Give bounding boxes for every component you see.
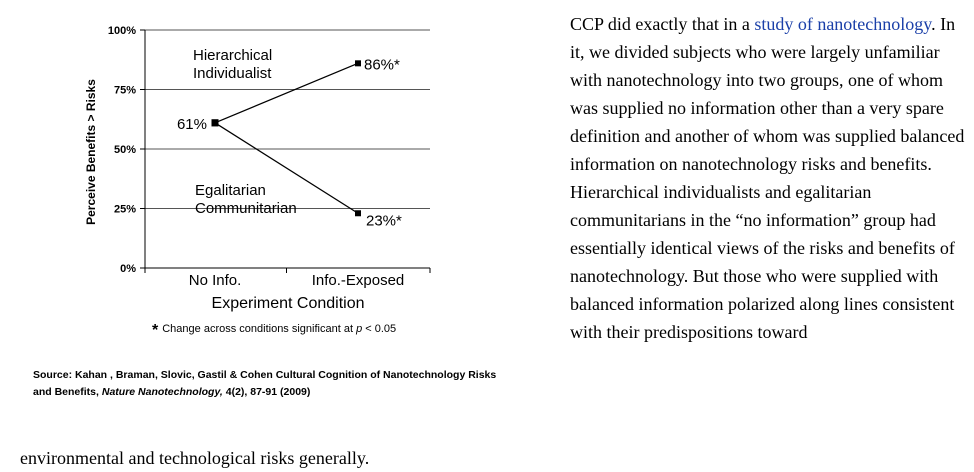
article-paragraph xyxy=(570,10,970,346)
series-name-label: Hierarchical xyxy=(193,47,273,64)
data-point-marker xyxy=(212,119,219,126)
series-name-label: Egalitarian xyxy=(195,182,266,199)
y-axis-title: Perceive Benefits > Risks xyxy=(84,79,98,225)
x-axis-title: Experiment Condition xyxy=(211,295,365,312)
x-tick-labels xyxy=(189,272,405,289)
data-label: 61% xyxy=(176,115,207,133)
source-suffix: 4(2), 87-91 (2009) xyxy=(222,386,311,398)
series-name-label: Communitarian xyxy=(195,200,297,217)
data-point-marker xyxy=(355,60,361,66)
article-text-before: CCP did exactly that in a xyxy=(570,14,755,34)
x-tick-label: No Info. xyxy=(188,272,242,289)
data-point-marker xyxy=(355,210,361,216)
significance-footnote xyxy=(152,322,396,340)
article-text-after: . In it, we divided subjects who were largely unfamiliar with nanotechnology into two groups, one of whom was supplied no information other than a very spare definition and another of whom was supplied balanced information on nanotechnology risks and benefits. Hierarchical individualists and egalitarian communitarians in the “no information” group had essentially identical views of the risks and benefits of nanotechnology. But those who were supplied with balanced information polarized along lines consistent with their predispositions toward xyxy=(570,14,965,342)
source-citation xyxy=(33,367,503,401)
y-tick-label: 75% xyxy=(113,84,136,97)
footnote-text: Change across conditions significant at xyxy=(162,323,357,335)
y-tick-label: 0% xyxy=(120,263,136,275)
article-continuation: environmental and technological risks generally. xyxy=(20,448,370,468)
footnote-threshold: < 0.05 xyxy=(362,323,397,335)
chart xyxy=(0,0,560,330)
source-journal: Nature Nanotechnology, xyxy=(101,386,223,398)
study-link[interactable]: study of nanotechnology xyxy=(754,14,932,34)
chart-labels xyxy=(177,47,402,229)
y-tick-label: 50% xyxy=(113,144,136,156)
data-label: 23%* xyxy=(366,212,402,230)
data-label: 86%* xyxy=(364,56,400,74)
x-tick-label: Info.-Exposed xyxy=(311,272,405,289)
footnote-p: p xyxy=(356,323,363,335)
y-tick-label: 25% xyxy=(113,203,136,216)
footnote-star: * xyxy=(152,322,159,339)
source-prefix: Source: Kahan , Braman, Slovic, Gastil & Cohen Cultural Cognition of Nanotechnology Risks and Benefits, xyxy=(33,369,497,398)
y-tick-labels xyxy=(108,25,136,275)
y-tick-label: 100% xyxy=(107,25,136,37)
series-name-label: Individualist xyxy=(193,65,272,82)
